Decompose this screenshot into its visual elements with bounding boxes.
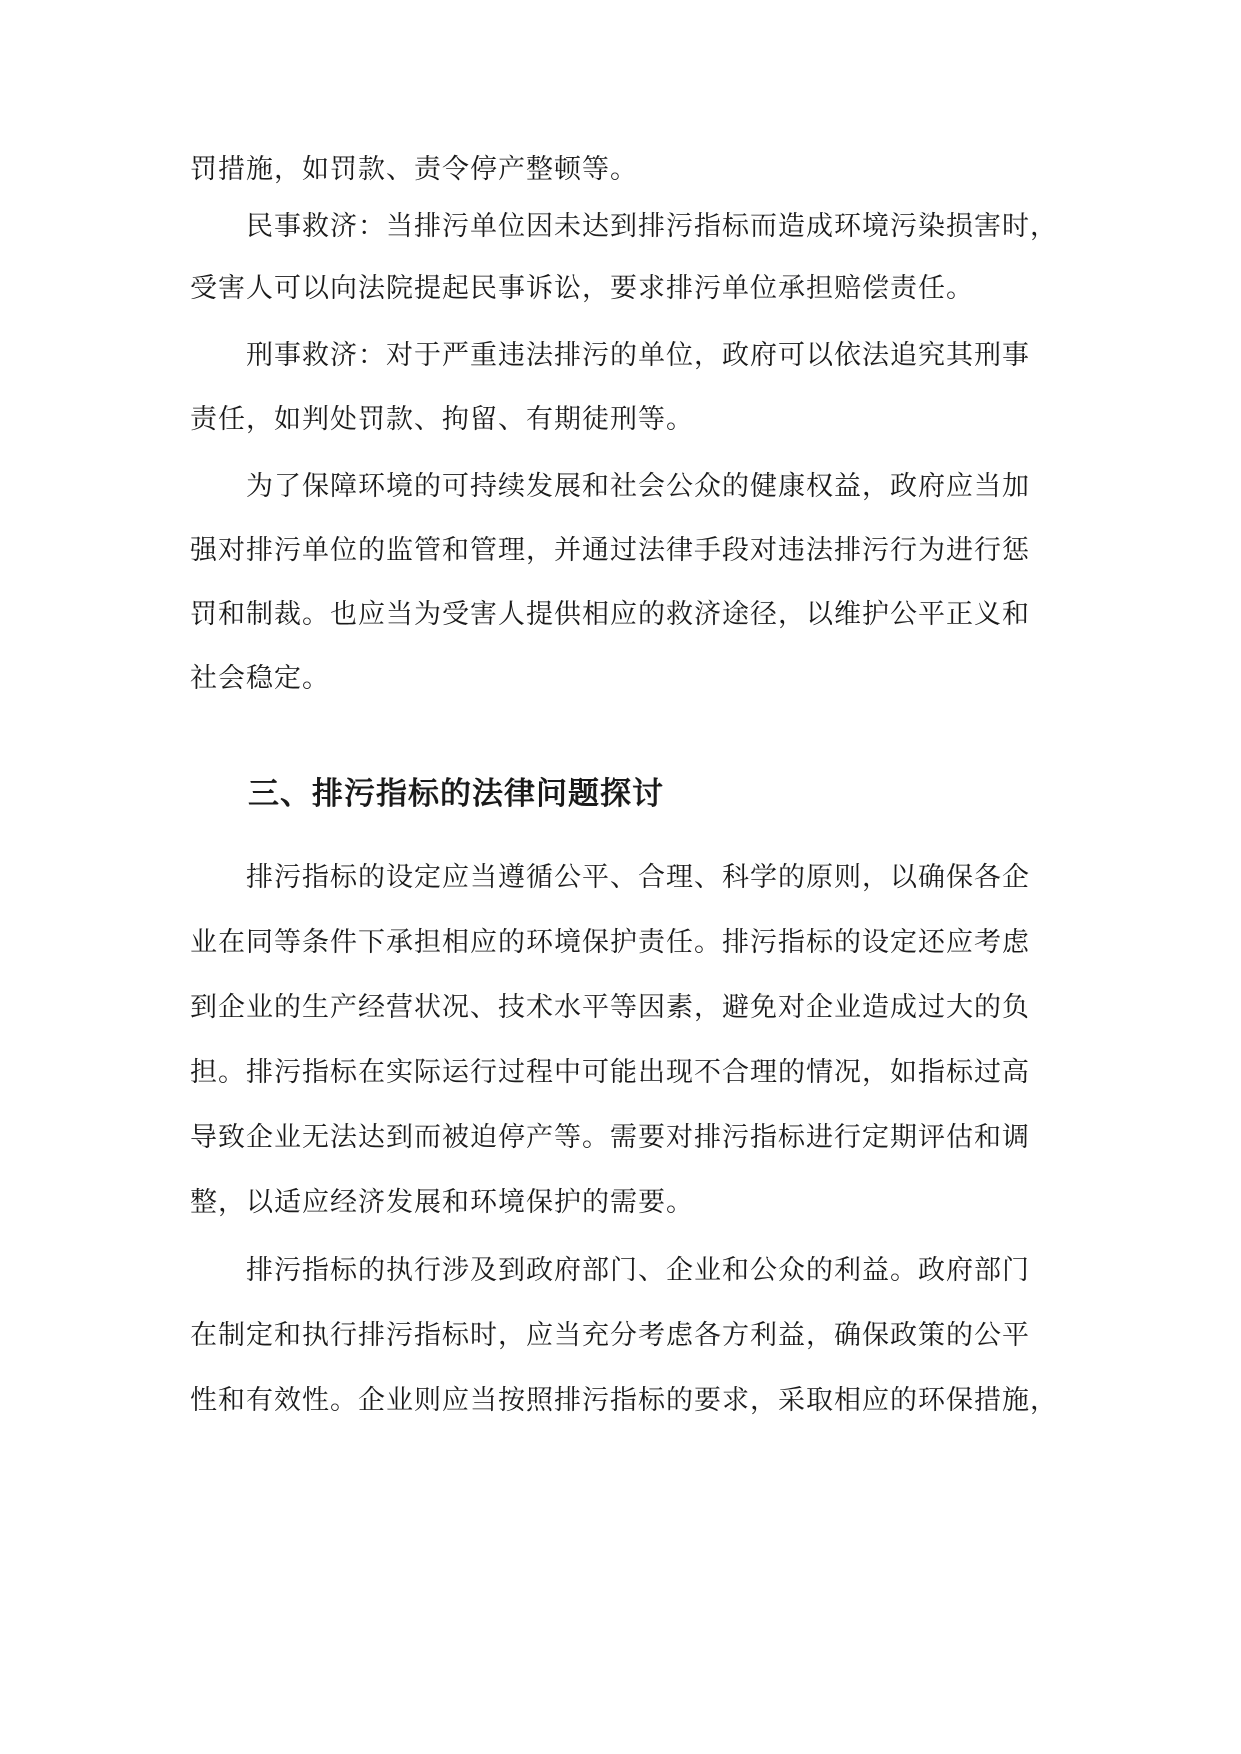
paragraph-line: 在制定和执行排污指标时，应当充分考虑各方利益，确保政策的公平	[190, 1320, 1030, 1351]
paragraph-line: 导致企业无法达到而被迫停产等。需要对排污指标进行定期评估和调	[190, 1122, 1030, 1153]
paragraph-line: 责任，如判处罚款、拘留、有期徒刑等。	[190, 404, 694, 435]
paragraph-line: 业在同等条件下承担相应的环境保护责任。排污指标的设定还应考虑	[190, 927, 1030, 958]
paragraph-line: 担。排污指标在实际运行过程中可能出现不合理的情况，如指标过高	[190, 1057, 1030, 1088]
paragraph-line: 强对排污单位的监管和管理，并通过法律手段对违法排污行为进行惩	[190, 535, 1030, 566]
paragraph-line: 罚措施，如罚款、责令停产整顿等。	[190, 154, 638, 185]
paragraph-line: 整，以适应经济发展和环境保护的需要。	[190, 1187, 694, 1218]
paragraph-line: 受害人可以向法院提起民事诉讼，要求排污单位承担赔偿责任。	[190, 273, 974, 304]
paragraph-line: 排污指标的设定应当遵循公平、合理、科学的原则，以确保各企	[246, 862, 1030, 893]
paragraph-line: 罚和制裁。也应当为受害人提供相应的救济途径，以维护公平正义和	[190, 599, 1030, 630]
paragraph-line: 到企业的生产经营状况、技术水平等因素，避免对企业造成过大的负	[190, 992, 1030, 1023]
paragraph-line: 刑事救济：对于严重违法排污的单位，政府可以依法追究其刑事	[246, 340, 1030, 371]
paragraph-line: 性和有效性。企业则应当按照排污指标的要求，采取相应的环保措施，	[190, 1385, 1058, 1416]
paragraph-line: 排污指标的执行涉及到政府部门、企业和公众的利益。政府部门	[246, 1255, 1030, 1286]
paragraph-line: 为了保障环境的可持续发展和社会公众的健康权益，政府应当加	[246, 471, 1030, 502]
paragraph-line: 民事救济：当排污单位因未达到排污指标而造成环境污染损害时，	[246, 211, 1058, 242]
paragraph-line: 社会稳定。	[190, 663, 330, 694]
section-heading: 三、排污指标的法律问题探讨	[248, 776, 664, 812]
